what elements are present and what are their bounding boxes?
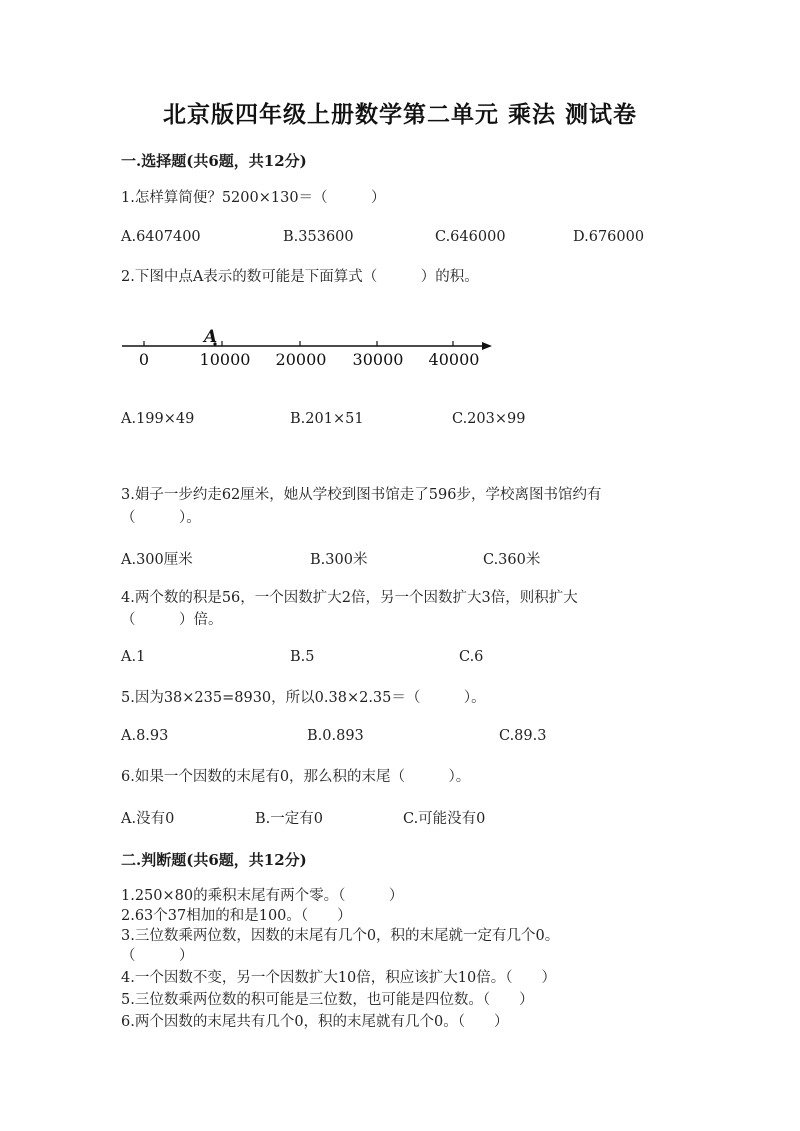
question-4: 4.两个数的积是56，一个因数扩大2倍，另一个因数扩大3倍，则积扩大 [121, 590, 578, 606]
question-5: 5.因为38×235=8930，所以0.38×2.35＝（ ）。 [121, 690, 486, 706]
tick-label-10000: 10000 [199, 350, 251, 369]
q1-option-a: A.6407400 [121, 229, 201, 245]
page-title: 北京版四年级上册数学第二单元 乘法 测试卷 [162, 101, 637, 128]
tf-item-2: 2.63个37相加的和是100。（ ） [121, 908, 352, 924]
tf-item-4: 4.一个因数不变，另一个因数扩大10倍，积应该扩大10倍。（ ） [121, 970, 556, 986]
q2-option-a: A.199×49 [121, 411, 195, 427]
q1-option-d: D.676000 [573, 229, 645, 245]
tf-item-1: 1.250×80的乘积末尾有两个零。（ ） [121, 888, 404, 904]
number-line-figure [118, 322, 508, 374]
question-6: 6.如果一个因数的末尾有0，那么积的末尾（ ）。 [121, 769, 471, 785]
tf-item-3: 3.三位数乘两位数，因数的末尾有几个0，积的末尾就一定有几个0。 [121, 928, 560, 944]
q2-option-b: B.201×51 [290, 411, 364, 427]
tf-item-6: 6.两个因数的末尾共有几个0，积的末尾就有几个0。（ ） [121, 1014, 509, 1030]
q2-option-c: C.203×99 [452, 411, 526, 427]
tick-label-40000: 40000 [428, 350, 480, 369]
q3-option-a: A.300厘米 [121, 552, 193, 568]
q4-option-b: B.5 [290, 649, 315, 665]
q5-option-b: B.0.893 [307, 728, 364, 744]
point-a-label: A [204, 327, 218, 347]
tick-label-20000: 20000 [275, 350, 327, 369]
tick-label-30000: 30000 [352, 350, 404, 369]
question-4-continued: （ ）倍。 [121, 612, 223, 628]
q4-option-c: C.6 [459, 649, 484, 665]
question-3-continued: （ ）。 [121, 510, 201, 526]
question-1: 1.怎样算简便？5200×130＝（ ） [121, 190, 386, 206]
section-heading-choice: 一.选择题(共6题，共12分) [121, 152, 307, 170]
tick-label-0: 0 [138, 350, 150, 369]
tf-item-3-continued: （ ） [121, 948, 194, 964]
q1-option-b: B.353600 [283, 229, 354, 245]
q6-option-c: C.可能没有0 [403, 811, 486, 827]
q1-option-c: C.646000 [435, 229, 506, 245]
q4-option-a: A.1 [121, 649, 146, 665]
q5-option-c: C.89.3 [499, 728, 547, 744]
section-heading-true-false: 二.判断题(共6题，共12分) [121, 851, 307, 869]
question-3: 3.娟子一步约走62厘米，她从学校到图书馆走了596步，学校离图书馆约有 [121, 487, 602, 503]
q6-option-a: A.没有0 [121, 811, 175, 827]
q3-option-b: B.300米 [310, 552, 368, 568]
tf-item-5: 5.三位数乘两位数的积可能是三位数，也可能是四位数。（ ） [121, 992, 534, 1008]
q5-option-a: A.8.93 [121, 728, 169, 744]
question-2: 2.下图中点A表示的数可能是下面算式（ ）的积。 [121, 269, 479, 285]
q3-option-c: C.360米 [483, 552, 541, 568]
q6-option-b: B.一定有0 [255, 811, 323, 827]
number-line-arrow [482, 342, 492, 350]
